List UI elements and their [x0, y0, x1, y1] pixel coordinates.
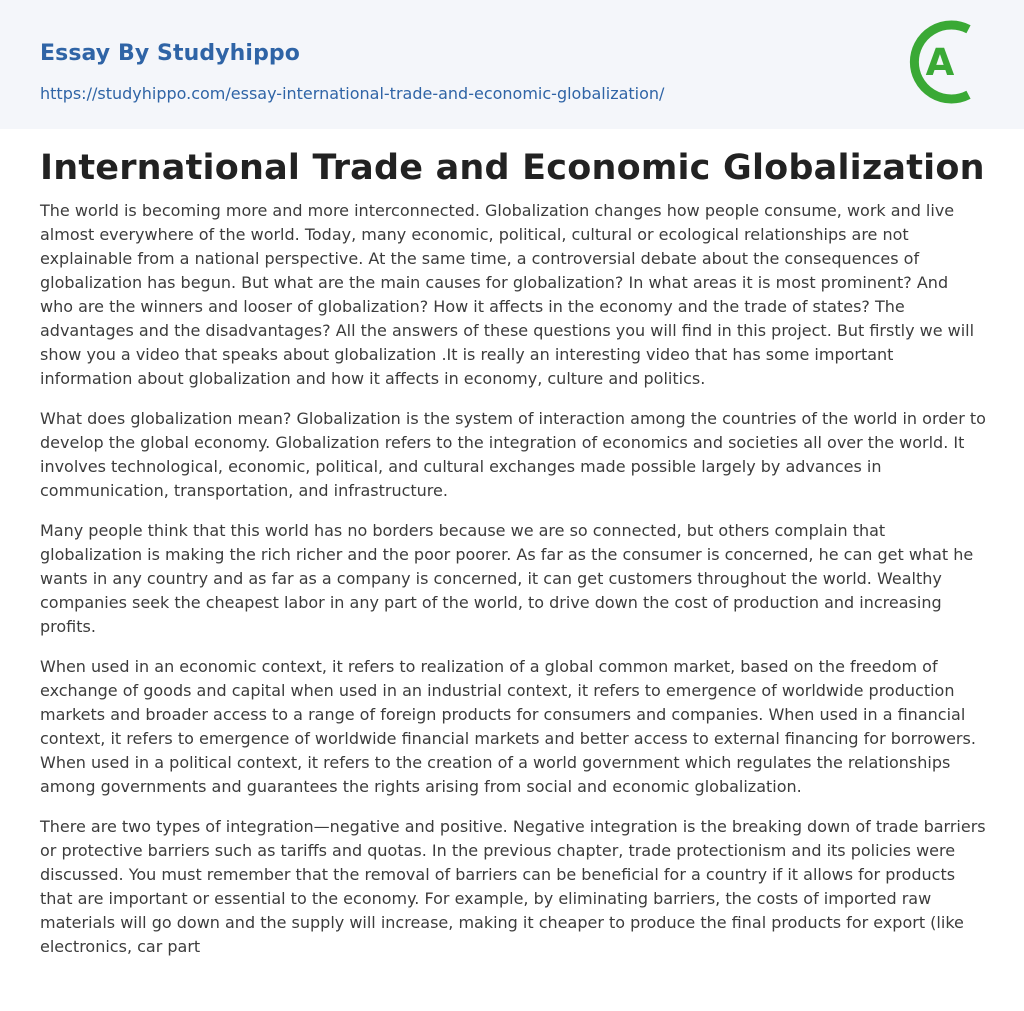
logo-letter: A — [925, 41, 955, 84]
essay-url-link[interactable]: https://studyhippo.com/essay-international-trade-and-economic-globalization/ — [40, 84, 665, 103]
site-header — [0, 0, 1024, 129]
paragraph: When used in an economic context, it refers to realization of a global common market, based on the freedom of exchange of goods and capital when used in an industrial context, it refers to emergence of worldwide production markets and broader access to a range of foreign products for consumers and companies. When used in a financial context, it refers to emergence of worldwide financial markets and better access to external financing for borrowers. When used in a political context, it refers to the creation of a world government which regulates the relationships among governments and guarantees the rights arising from social and economic globalization. — [40, 657, 976, 796]
paragraph: There are two types of integration—negative and positive. Negative integration is the breaking down of trade barriers or protective barriers such as tariffs and quotas. In the previous chapter, trade protectionism and its policies were discussed. You must remember that the removal of barriers can be beneficial for a country if it allows for products that are important or essential to the economy. For example, by eliminating barriers, the costs of imported raw materials will go down and the supply will increase, making it cheaper to produce the final products for export (like electronics, car part — [40, 817, 986, 956]
site-brand[interactable]: Essay By Studyhippo — [40, 41, 300, 66]
paragraph: Many people think that this world has no borders because we are so connected, but others complain that globalization is making the rich richer and the poor poorer. As far as the consumer is concerned, he can get what he wants in any country and as far as a company is concerned, it can get customers throughout the world. Wealthy companies seek the cheapest labor in any part of the world, to drive down the cost of production and increasing profits. — [40, 521, 974, 636]
paragraph: What does globalization mean? Globalization is the system of interaction among the countries of the world in order to develop the global economy. Globalization refers to the integration of economics and societies all over the world. It involves technological, economic, political, and cultural exchanges made possible largely by advances in communication, transportation, and infrastructure. — [40, 409, 986, 500]
paragraph: The world is becoming more and more interconnected. Globalization changes how people consume, work and live almost everywhere of the world. Today, many economic, political, cultural or ecological relationships are not explainable from a national perspective. At the same time, a controversial debate about the consequences of globalization has begun. But what are the main causes for globalization? In what areas it is most prominent? And who are the winners and looser of globalization? How it affects in the economy and the trade of states? The advantages and the disadvantages? All the answers of these questions you will find in this project. But firstly we will show you a video that speaks about globalization .It is really an interesting video that has some important information about globalization and how it affects in economy, culture and politics. — [40, 201, 975, 388]
article-title: International Trade and Economic Globalization — [40, 148, 985, 188]
studyhippo-logo-icon[interactable] — [905, 16, 993, 108]
article — [40, 145, 986, 975]
